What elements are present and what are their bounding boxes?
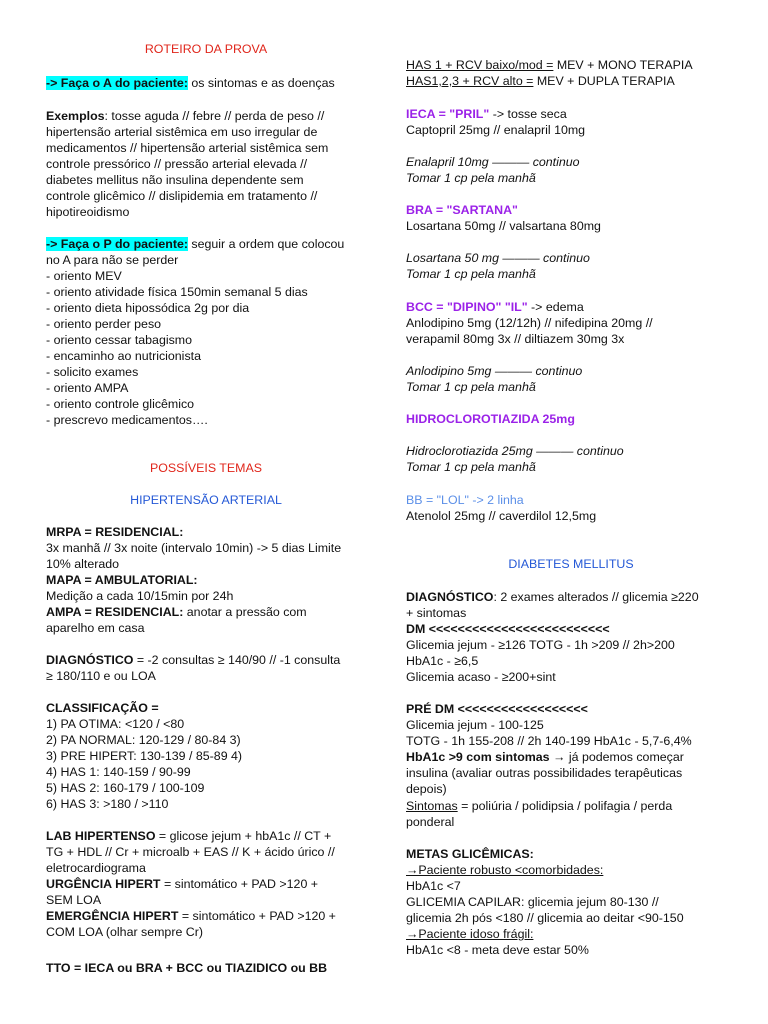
ieca-dose-text: Tomar 1 cp pela manhã — [406, 171, 536, 185]
ieca-dose — [406, 170, 536, 186]
hctz-dose — [406, 459, 536, 475]
diagnostico-line — [46, 652, 340, 668]
sintomas-line-2: ponderal — [406, 815, 455, 829]
exemplos-line: medicamentos // hipertensão arterial sistêmica sem — [46, 141, 329, 155]
has2-text: MEV + DUPLA TERAPIA — [533, 74, 675, 88]
classificacao-item: 2) PA NORMAL: 120-129 / 80-84 3) — [46, 733, 241, 747]
temas-title: POSSÍVEIS TEMAS — [149, 461, 262, 475]
bb-line — [406, 492, 524, 508]
ieca-text: -> tosse seca — [489, 107, 567, 121]
idoso-heading — [406, 926, 533, 942]
exemplos-line-1 — [46, 108, 324, 124]
mapa-label — [46, 572, 198, 588]
ieca-line — [406, 106, 567, 122]
urgencia-line — [46, 876, 318, 892]
mapa-line: Medição a cada 10/15min por 24h — [46, 589, 234, 603]
bb-suffix: -> 2 linha — [468, 493, 524, 507]
emergencia-line — [46, 908, 336, 924]
hba1c-line-3: depois) — [406, 782, 447, 796]
exemplos-text: : tosse aguda // febre // perda de peso // — [104, 109, 325, 123]
emergencia-line-2: COM LOA (olhar sempre Cr) — [46, 925, 203, 939]
dm-label — [406, 621, 610, 637]
idoso-heading-text: →Paciente idoso frágil: — [406, 927, 534, 941]
exemplos-line: diabetes mellitus não insulina dependente sem — [46, 173, 304, 187]
a-paciente-label: -> Faça o A do paciente: — [46, 76, 188, 90]
dm-diagnostico-line — [406, 589, 699, 605]
bra-dose — [406, 266, 536, 282]
bra-prescription — [406, 250, 590, 266]
mrpa-line: 10% alterado — [46, 557, 120, 571]
p-line: - oriento controle glicêmico — [46, 397, 195, 411]
mrpa-line: 3x manhã // 3x noite (intervalo 10min) -> 5 dias Limite — [46, 541, 342, 555]
diagnostico-label: DIAGNÓSTICO — [46, 653, 134, 667]
diagnostico-line-2: ≥ 180/110 e ou LOA — [46, 669, 156, 683]
dm-diagnostico-line-2: + sintomas — [406, 606, 467, 620]
robusto-line: glicemia 2h pós <180 // glicemia ao deitar <90-150 — [406, 911, 684, 925]
bcc-prescription — [406, 363, 582, 379]
ieca-line-2: Captopril 25mg // enalapril 10mg — [406, 123, 586, 137]
pre-dm-line: Glicemia jejum - 100-125 — [406, 718, 544, 732]
lab-line-3: eletrocardiograma — [46, 861, 146, 875]
classificacao-label — [46, 700, 159, 716]
bcc-prescription-text: Anlodipino 5mg ——— continuo — [406, 364, 583, 378]
hctz-prescription-text: Hidroclorotiazida 25mg ——— continuo — [406, 444, 624, 458]
metas-label-text: METAS GLICÊMICAS: — [406, 847, 534, 861]
hctz-label-text: HIDROCLOROTIAZIDA 25mg — [406, 412, 575, 426]
bra-line-2: Losartana 50mg // valsartana 80mg — [406, 219, 601, 233]
p-line: - prescrevo medicamentos…. — [46, 413, 208, 427]
p-line: - oriento atividade física 150min semanal 5 dias — [46, 285, 308, 299]
ampa-line — [46, 604, 307, 620]
bb-line-2: Atenolol 25mg // caverdilol 12,5mg — [406, 509, 597, 523]
idoso-line: HbA1c <8 - meta deve estar 50% — [406, 943, 589, 957]
exemplos-label: Exemplos — [46, 109, 105, 123]
has1-label: HAS 1 + RCV baixo/mod = — [406, 58, 554, 72]
emergencia-label: EMERGÊNCIA HIPERT — [46, 909, 179, 923]
page-title: ROTEIRO DA PROVA — [144, 42, 268, 56]
lab-label: LAB HIPERTENSO — [46, 829, 156, 843]
classificacao-item: 6) HAS 3: >180 / >110 — [46, 797, 169, 811]
robusto-line: GLICEMIA CAPILAR: glicemia jejum 80-130 // — [406, 895, 659, 909]
bcc-dose — [406, 379, 536, 395]
tto-line — [46, 960, 327, 976]
p-line: - oriento perder peso — [46, 317, 162, 331]
pre-dm-label — [406, 701, 588, 717]
dm-diagnostico-text: : 2 exames alterados // glicemia ≥220 — [493, 590, 699, 604]
bcc-text: -> edema — [527, 300, 584, 314]
mrpa-label — [46, 524, 183, 540]
classificacao-label-text: CLASSIFICAÇÃO = — [46, 701, 159, 715]
bcc-line-2: Anlodipino 5mg (12/12h) // nifedipina 20mg // — [406, 316, 653, 330]
ieca-label: IECA = "PRIL" — [406, 107, 490, 121]
dm-line: Glicemia acaso - ≥200+sint — [406, 670, 556, 684]
robusto-heading — [406, 862, 603, 878]
mapa-label-text: MAPA = AMBULATORIAL: — [46, 573, 198, 587]
urgencia-text: = sintomático + PAD >120 + — [160, 877, 319, 891]
p-line: - solicito exames — [46, 365, 139, 379]
bb-label: BB = "LOL" — [406, 493, 469, 507]
dm-label-text: DM <<<<<<<<<<<<<<<<<<<<<<<<< — [406, 622, 610, 636]
sintomas-text: = poliúria / polidipsia / polifagia / perda — [457, 799, 673, 813]
hipertensao-title: HIPERTENSÃO ARTERIAL — [130, 493, 282, 507]
bcc-line — [406, 299, 584, 315]
classificacao-item: 4) HAS 1: 140-159 / 90-99 — [46, 765, 191, 779]
hctz-prescription — [406, 443, 624, 459]
ampa-text: anotar a pressão com — [183, 605, 307, 619]
diabetes-title: DIABETES MELLITUS — [508, 557, 634, 571]
urgencia-label: URGÊNCIA HIPERT — [46, 877, 161, 891]
exemplos-line: controle glicêmico // dislipidemia em tratamento // — [46, 189, 318, 203]
p-line: no A para não se perder — [46, 253, 179, 267]
metas-label — [406, 846, 534, 862]
dm-line: Glicemia jejum - ≥126 TOTG - 1h >209 // 2h>200 — [406, 638, 675, 652]
diagnostico-text: = -2 consultas ≥ 140/90 // -1 consulta — [133, 653, 341, 667]
classificacao-item: 3) PRE HIPERT: 130-139 / 85-89 4) — [46, 749, 243, 763]
exemplos-line: controle pressórico // pressão arterial elevada // — [46, 157, 308, 171]
hba1c-line-2: insulina (avaliar outras possibilidades terapêuticas — [406, 766, 683, 780]
p-line: - oriento dieta hipossódica 2g por dia — [46, 301, 250, 315]
sintomas-line — [406, 798, 672, 814]
ieca-prescription-text: Enalapril 10mg ——— continuo — [406, 155, 580, 169]
hba1c-line — [406, 749, 684, 765]
bra-label — [406, 202, 518, 218]
bcc-line-3: verapamil 80mg 3x // diltiazem 30mg 3x — [406, 332, 625, 346]
p-line: - oriento AMPA — [46, 381, 129, 395]
urgencia-line-2: SEM LOA — [46, 893, 102, 907]
bra-label-text: BRA = "SARTANA" — [406, 203, 518, 217]
robusto-line: HbA1c <7 — [406, 879, 461, 893]
bcc-dose-text: Tomar 1 cp pela manhã — [406, 380, 536, 394]
has1-text: MEV + MONO TERAPIA — [553, 58, 693, 72]
lab-line-2: TG + HDL // Cr + microalb + EAS // K + ácido úrico // — [46, 845, 335, 859]
has1-line — [406, 57, 693, 73]
p-line: - encaminho ao nutricionista — [46, 349, 201, 363]
hba1c-text: → já podemos começar — [549, 750, 684, 764]
emergencia-text: = sintomático + PAD >120 + — [178, 909, 336, 923]
p-paciente-text: seguir a ordem que colocou — [187, 237, 345, 251]
p-line: - oriento MEV — [46, 269, 122, 283]
bra-prescription-text: Losartana 50 mg ——— continuo — [406, 251, 590, 265]
exemplos-line: hipertensão arterial sistêmica em uso irregular de — [46, 125, 318, 139]
p-paciente-line — [46, 236, 344, 252]
has2-label: HAS1,2,3 + RCV alto = — [406, 74, 534, 88]
p-paciente-label: -> Faça o P do paciente: — [46, 237, 188, 251]
pre-dm-line: TOTG - 1h 155-208 // 2h 140-199 HbA1c - 5,7-6,4% — [406, 734, 692, 748]
ampa-line-2: aparelho em casa — [46, 621, 145, 635]
bcc-label: BCC = "DIPINO" "IL" — [406, 300, 528, 314]
a-paciente-text: os sintomas e as doenças — [187, 76, 335, 90]
hba1c-label: HbA1c >9 com sintomas — [406, 750, 550, 764]
bra-dose-text: Tomar 1 cp pela manhã — [406, 267, 536, 281]
robusto-heading-text: →Paciente robusto <comorbidades: — [406, 863, 604, 877]
sintomas-label: Sintomas — [406, 799, 458, 813]
tto-text: TTO = IECA ou BRA + BCC ou TIAZIDICO ou BB — [46, 961, 328, 975]
classificacao-item: 5) HAS 2: 160-179 / 100-109 — [46, 781, 205, 795]
pre-dm-label-text: PRÉ DM <<<<<<<<<<<<<<<<<< — [406, 702, 588, 716]
has2-line — [406, 73, 675, 89]
a-paciente-line — [46, 75, 335, 91]
hctz-label — [406, 411, 575, 427]
exemplos-line: hipotireoidismo — [46, 205, 130, 219]
dm-diagnostico-label: DIAGNÓSTICO — [406, 590, 494, 604]
p-line: - oriento cessar tabagismo — [46, 333, 193, 347]
ieca-prescription — [406, 154, 580, 170]
mrpa-label-text: MRPA = RESIDENCIAL: — [46, 525, 184, 539]
classificacao-item: 1) PA OTIMA: <120 / <80 — [46, 717, 185, 731]
hctz-dose-text: Tomar 1 cp pela manhã — [406, 460, 536, 474]
lab-line — [46, 828, 331, 844]
lab-text: = glicose jejum + hbA1c // CT + — [155, 829, 332, 843]
ampa-label: AMPA = RESIDENCIAL: — [46, 605, 184, 619]
dm-line: HbA1c - ≥6,5 — [406, 654, 479, 668]
